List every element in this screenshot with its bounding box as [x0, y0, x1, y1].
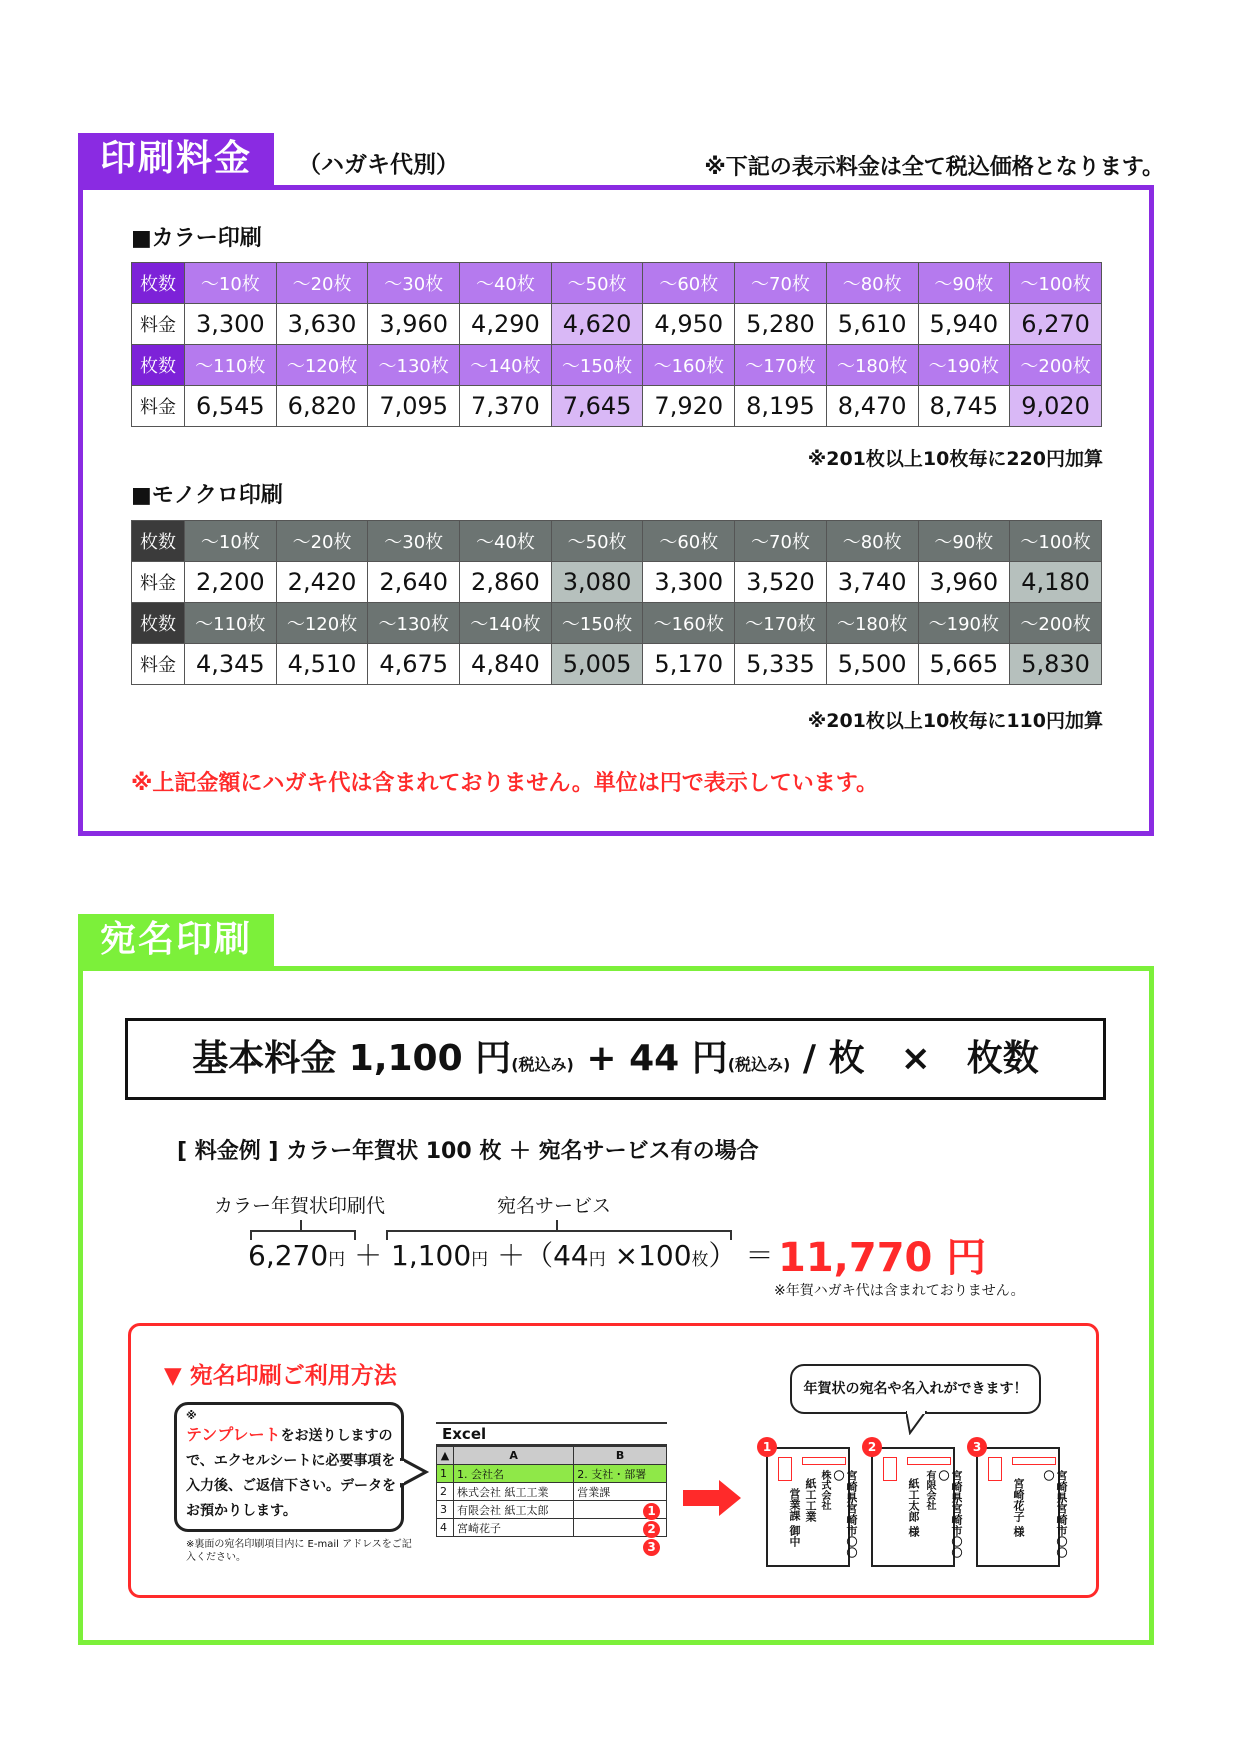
price-cell: 6,545	[185, 386, 277, 427]
calc-base-fee: 1,100	[391, 1239, 472, 1272]
count-cell: 〜10枚	[185, 263, 277, 304]
price-tab: 印刷料金	[78, 133, 274, 185]
excel-cell: 有限会社 紙工太郎	[454, 1501, 574, 1519]
price-cell: 3,960	[368, 304, 460, 345]
price-cell: 3,300	[643, 562, 735, 603]
count-cell: 〜110枚	[185, 345, 277, 386]
count-cell: 〜100枚	[1010, 263, 1102, 304]
price-cell: 4,620	[551, 304, 643, 345]
base-fee-formula	[125, 1018, 1106, 1100]
bubble-rest: すので、エクセルシートに必要事項を入力後、ご返信下さい。データをお預かりします。	[186, 1428, 396, 1519]
price-cell: 7,645	[551, 386, 643, 427]
usage-title: ▼ 宛名印刷ご利用方法	[164, 1363, 397, 1389]
color-print-label: カラー年賀状印刷代	[214, 1195, 386, 1217]
table-row	[437, 1519, 667, 1537]
count-cell: 〜90枚	[918, 263, 1010, 304]
count-cell: 〜70枚	[735, 263, 827, 304]
row-label: 料金	[132, 562, 185, 603]
count-cell: 〜40枚	[460, 521, 552, 562]
excel-table	[436, 1446, 667, 1537]
bubble-tail	[400, 1458, 430, 1488]
price-cell: 4,950	[643, 304, 735, 345]
email-note: ※裏面の宛名印刷項目内に E-mail アドレスをご記入ください。	[186, 1539, 412, 1563]
calc-plus: ＋	[354, 1239, 383, 1272]
count-cell: 〜170枚	[735, 345, 827, 386]
template-keyword: テンプレート	[186, 1425, 281, 1444]
count-cell: 〜110枚	[185, 603, 277, 644]
price-cell: 6,820	[276, 386, 368, 427]
count-cell: 〜200枚	[1010, 603, 1102, 644]
count-cell: 〜180枚	[826, 345, 918, 386]
card-address: 宮崎県宮崎市〇〇〇	[1042, 1470, 1068, 1558]
color-extra-note: ※201枚以上10枚毎に220円加算	[807, 448, 1103, 470]
count-cell: 〜50枚	[551, 521, 643, 562]
price-cell: 3,080	[551, 562, 643, 603]
calc-close: ）	[708, 1239, 737, 1272]
formula-tax1: (税込み)	[511, 1055, 574, 1074]
table-row	[437, 1465, 667, 1483]
count-cell: 〜150枚	[551, 603, 643, 644]
excel-cell: 2. 支社・部署	[574, 1465, 667, 1483]
formula-part3: / 枚 × 枚数	[802, 1038, 1039, 1079]
price-cell: 4,290	[460, 304, 552, 345]
row-label: 枚数	[132, 521, 185, 562]
row-label: 料金	[132, 644, 185, 685]
bubble-text	[186, 1410, 396, 1524]
table-row	[437, 1483, 667, 1501]
stamp-box	[778, 1457, 792, 1481]
price-subtitle: （ハガキ代別）	[298, 152, 459, 178]
excel-cell: 3	[437, 1501, 454, 1519]
table-row	[132, 386, 1102, 427]
card-address: 宮崎県宮崎市〇〇〇	[832, 1470, 858, 1558]
badge-1: 1	[643, 1503, 660, 1520]
unit-mai: 枚	[691, 1250, 709, 1270]
count-cell: 〜190枚	[918, 345, 1010, 386]
bracket-tick	[300, 1220, 302, 1230]
zip-boxes	[907, 1457, 951, 1465]
color-price-table	[131, 262, 1102, 427]
count-cell: 〜70枚	[735, 521, 827, 562]
count-cell: 〜30枚	[368, 521, 460, 562]
count-cell: 〜140枚	[460, 603, 552, 644]
postcard-fee-note: ※上記金額にハガキ代は含まれておりません。単位は円で表示しています。	[131, 771, 878, 796]
row-label: 料金	[132, 386, 185, 427]
unit-yen: 円	[328, 1250, 346, 1270]
table-row	[437, 1501, 667, 1519]
excel-cell: 営業課	[574, 1483, 667, 1501]
count-cell: 〜160枚	[643, 345, 735, 386]
count-cell: 〜20枚	[276, 263, 368, 304]
price-cell: 4,675	[368, 644, 460, 685]
card-dept: 営業課 御中	[788, 1488, 801, 1547]
count-cell: 〜170枚	[735, 603, 827, 644]
price-cell: 5,610	[826, 304, 918, 345]
price-cell: 2,860	[460, 562, 552, 603]
count-cell: 〜80枚	[826, 263, 918, 304]
price-cell: 2,420	[276, 562, 368, 603]
count-cell: 〜60枚	[643, 263, 735, 304]
fee-calculation	[248, 1234, 773, 1274]
formula-part2: + 44 円	[586, 1038, 728, 1079]
count-cell: 〜190枚	[918, 603, 1010, 644]
card-name: 紙工太郎 様	[907, 1478, 920, 1537]
tax-note: ※下記の表示料金は全て税込価格となります。	[704, 155, 1164, 180]
price-cell: 3,300	[185, 304, 277, 345]
price-cell: 5,170	[643, 644, 735, 685]
row-label: 料金	[132, 304, 185, 345]
count-cell: 〜120枚	[276, 345, 368, 386]
stamp-box	[988, 1457, 1002, 1481]
example-title: [ 料金例 ] カラー年賀状 100 枚 ＋ 宛名サービス有の場合	[177, 1139, 759, 1164]
unit-yen: 円	[471, 1250, 489, 1270]
count-cell: 〜60枚	[643, 521, 735, 562]
speech-bubble: 年賀状の宛名や名入れができます！	[790, 1364, 1041, 1414]
calc-per-card: ＋（44	[497, 1239, 589, 1272]
table-row	[132, 304, 1102, 345]
total-amount: 11,770 円	[778, 1235, 987, 1281]
table-row	[437, 1447, 667, 1465]
card-company: 有限会社	[924, 1470, 935, 1510]
price-cell: 2,640	[368, 562, 460, 603]
count-cell: 〜10枚	[185, 521, 277, 562]
row-label: 枚数	[132, 345, 185, 386]
excel-col-a: A	[454, 1447, 574, 1465]
price-cell: 9,020	[1010, 386, 1102, 427]
count-cell: 〜100枚	[1010, 521, 1102, 562]
card-badge-3: 3	[967, 1437, 987, 1457]
excel-cell: 1	[437, 1465, 454, 1483]
excel-cell: 2	[437, 1483, 454, 1501]
excel-corner: ▲	[437, 1447, 454, 1465]
excel-col-b: B	[574, 1447, 667, 1465]
row-label: 枚数	[132, 603, 185, 644]
table-row	[132, 603, 1102, 644]
table-row	[132, 562, 1102, 603]
excel-cell: 4	[437, 1519, 454, 1537]
price-cell: 3,520	[735, 562, 827, 603]
card-company: 株式会社	[819, 1470, 830, 1510]
price-cell: 5,335	[735, 644, 827, 685]
row-label: 枚数	[132, 263, 185, 304]
price-cell: 5,280	[735, 304, 827, 345]
price-cell: 4,345	[185, 644, 277, 685]
badge-3: 3	[643, 1539, 660, 1556]
count-cell: 〜120枚	[276, 603, 368, 644]
price-cell: 7,370	[460, 386, 552, 427]
price-cell: 4,180	[1010, 562, 1102, 603]
count-cell: 〜40枚	[460, 263, 552, 304]
calc-color-fee: 6,270	[248, 1239, 329, 1272]
price-cell: 8,745	[918, 386, 1010, 427]
count-cell: 〜80枚	[826, 521, 918, 562]
table-row	[132, 521, 1102, 562]
mono-price-table	[131, 520, 1102, 685]
price-cell: 6,270	[1010, 304, 1102, 345]
unit-yen: 円	[588, 1250, 606, 1270]
total-note: ※年賀ハガキ代は含まれておりません。	[774, 1283, 1025, 1299]
table-row	[132, 644, 1102, 685]
card-address: 宮崎県宮崎市〇〇〇	[937, 1470, 963, 1558]
card-badge-2: 2	[862, 1437, 882, 1457]
count-cell: 〜20枚	[276, 521, 368, 562]
badge-2: 2	[643, 1521, 660, 1538]
price-cell: 3,960	[918, 562, 1010, 603]
count-cell: 〜160枚	[643, 603, 735, 644]
count-cell: 〜140枚	[460, 345, 552, 386]
formula-tax2: (税込み)	[727, 1055, 791, 1074]
mono-extra-note: ※201枚以上10枚毎に110円加算	[807, 710, 1103, 732]
table-row	[132, 263, 1102, 304]
mono-heading: ■モノクロ印刷	[131, 483, 283, 508]
zip-boxes	[802, 1457, 846, 1465]
price-cell: 8,195	[735, 386, 827, 427]
address-tab: 宛名印刷	[78, 914, 274, 966]
count-cell: 〜150枚	[551, 345, 643, 386]
price-cell: 7,920	[643, 386, 735, 427]
card-name: 宮崎花子 様	[1012, 1478, 1025, 1537]
count-cell: 〜130枚	[368, 345, 460, 386]
excel-cell: 株式会社 紙工工業	[454, 1483, 574, 1501]
color-heading: ■カラー印刷	[131, 226, 262, 251]
count-cell: 〜90枚	[918, 521, 1010, 562]
price-cell: 5,005	[551, 644, 643, 685]
price-cell: 5,500	[826, 644, 918, 685]
count-cell: 〜50枚	[551, 263, 643, 304]
excel-title: Excel	[436, 1422, 667, 1446]
address-service-label: 宛名サービス	[497, 1195, 612, 1217]
calc-times: ×100	[614, 1239, 692, 1272]
price-cell: 2,200	[185, 562, 277, 603]
count-cell: 〜130枚	[368, 603, 460, 644]
price-cell: 4,840	[460, 644, 552, 685]
price-cell: 3,740	[826, 562, 918, 603]
price-cell: 5,665	[918, 644, 1010, 685]
zip-boxes	[1012, 1457, 1056, 1465]
count-cell: 〜180枚	[826, 603, 918, 644]
excel-cell: 宮崎花子	[454, 1519, 574, 1537]
price-cell: 3,630	[276, 304, 368, 345]
bubble-mark: ※	[186, 1409, 197, 1422]
price-cell: 4,510	[276, 644, 368, 685]
stamp-box	[883, 1457, 897, 1481]
count-cell: 〜30枚	[368, 263, 460, 304]
speech-tail	[906, 1411, 932, 1435]
price-cell: 5,940	[918, 304, 1010, 345]
card-name: 紙工工業	[804, 1478, 817, 1522]
card-badge-1: 1	[757, 1437, 777, 1457]
excel-sheet	[436, 1422, 667, 1537]
bracket-tick	[556, 1220, 558, 1230]
bubble-rest: をお送りしま	[280, 1428, 365, 1444]
price-cell: 7,095	[368, 386, 460, 427]
arrow-right-icon	[683, 1478, 743, 1518]
excel-cell: 1. 会社名	[454, 1465, 574, 1483]
calc-equals: ＝	[745, 1239, 774, 1272]
price-cell: 5,830	[1010, 644, 1102, 685]
price-cell: 8,470	[826, 386, 918, 427]
formula-part1: 基本料金 1,100 円	[192, 1038, 512, 1079]
count-cell: 〜200枚	[1010, 345, 1102, 386]
table-row	[132, 345, 1102, 386]
